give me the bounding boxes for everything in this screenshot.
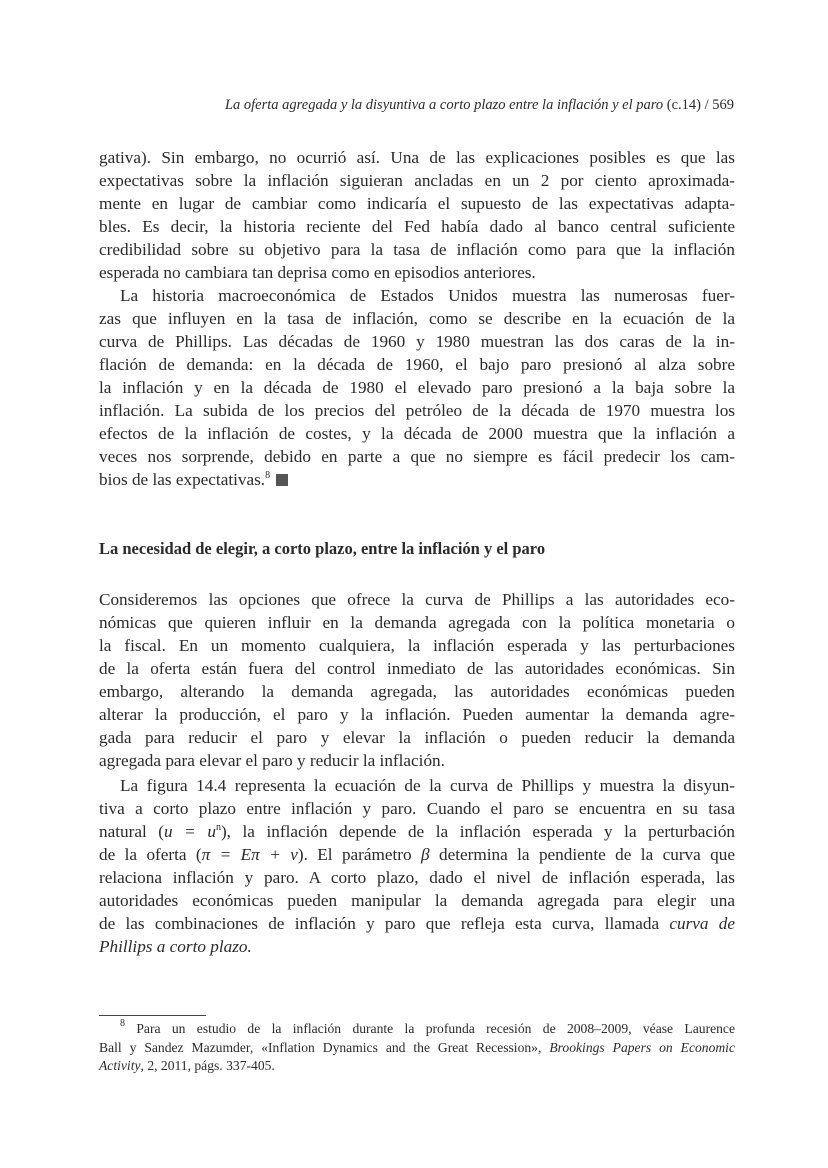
text-segment: de las combinaciones de inflación y paro que refleja esta curva, llamada bbox=[99, 914, 670, 933]
text-line: agregada para elevar el paro y reducir la inflación. bbox=[99, 751, 445, 770]
text-line bbox=[99, 843, 735, 866]
text-line: tiva a corto plazo entre inflación y paro. Cuando el paro se encuentra en su tasa bbox=[99, 799, 735, 818]
text-segment: ). El parámetro bbox=[297, 845, 422, 864]
text-segment: Activity bbox=[99, 1058, 141, 1073]
text-line: La figura 14.4 representa la ecuación de la curva de Phillips y muestra la disyun- bbox=[120, 776, 735, 795]
text-line: esperada no cambiara tan deprisa como en episodios anteriores. bbox=[99, 263, 536, 282]
text-line: embargo, alterando la demanda agregada, las autoridades económicas pueden bbox=[99, 682, 735, 701]
text-segment: Para un estudio de la inflación durante la profunda recesión de 2008–2009, véase Laurence bbox=[125, 1021, 735, 1036]
text-segment: bios de las expectativas. bbox=[99, 470, 266, 489]
running-header bbox=[225, 97, 734, 114]
superscript: n bbox=[215, 822, 221, 833]
text-line: alterar la producción, el paro y la inflación. Pueden aumentar la demanda agre- bbox=[99, 705, 735, 724]
paragraph-2 bbox=[99, 284, 735, 491]
text-line: expectativas sobre la inflación siguieran ancladas en un 2 por ciento aproximada- bbox=[99, 171, 735, 190]
text-segment: determina la pendiente de la curva que bbox=[429, 845, 735, 864]
section-heading: La necesidad de elegir, a corto plazo, entre la inflación y el paro bbox=[99, 539, 546, 558]
text-line: la inflación y en la década de 1980 el elevado paro presionó a la baja sobre la bbox=[99, 378, 735, 397]
text-line: de la oferta están fuera del control inmediato de las autoridades económicas. Sin bbox=[99, 659, 735, 678]
text-line: nómicas que quieren influir en la demanda agregada con la política monetaria o bbox=[99, 613, 735, 632]
text-line bbox=[99, 1057, 735, 1076]
text-line: gativa). Sin embargo, no ocurrió así. Una de las explicaciones posibles es que las bbox=[99, 148, 735, 167]
paragraph-3 bbox=[99, 588, 735, 772]
text-line bbox=[99, 820, 735, 843]
text-line: veces nos sorprende, debido en parte a que no siempre es fácil predecir los cam- bbox=[99, 447, 735, 466]
text-line: La historia macroeconómica de Estados Unidos muestra las numerosas fuer- bbox=[120, 286, 735, 305]
text-line bbox=[99, 1020, 735, 1039]
footnote-divider bbox=[99, 1015, 206, 1016]
text-line: relaciona inflación y paro. A corto plazo, dado el nivel de inflación esperada, las bbox=[99, 868, 735, 887]
text-line: bles. Es decir, la historia reciente del Fed había dado al banco central suficiente bbox=[99, 217, 735, 236]
end-of-section-square-icon bbox=[276, 474, 288, 486]
text-segment: natural ( bbox=[99, 822, 165, 841]
running-header-title: La oferta agregada y la disyuntiva a corto plazo entre la inflación y el paro bbox=[224, 97, 664, 113]
text-line bbox=[99, 912, 735, 935]
text-line: credibilidad sobre su objetivo para la tasa de inflación como para que la inflación bbox=[99, 240, 735, 259]
text-line: zas que influyen en la tasa de inflación, como se describe en la ecuación de la bbox=[99, 309, 735, 328]
paragraph-4 bbox=[99, 774, 735, 958]
text-segment: Brookings Papers on Economic bbox=[549, 1039, 735, 1055]
text-line: gada para reducir el paro y elevar la inflación o pueden reducir la demanda bbox=[99, 728, 735, 747]
superscript: 8 bbox=[120, 1018, 125, 1029]
superscript: 8 bbox=[265, 470, 271, 481]
text-line: inflación. La subida de los precios del petróleo de la década de 1970 muestra los bbox=[99, 401, 735, 420]
text-segment: ), la inflación depende de la inflación esperada y la perturbación bbox=[220, 822, 736, 841]
text-line: la fiscal. En un momento cualquiera, la inflación esperada y las perturbaciones bbox=[99, 636, 735, 655]
text-line: efectos de la inflación de costes, y la década de 2000 muestra que la inflación a bbox=[99, 424, 735, 443]
text-segment: de la oferta ( bbox=[99, 845, 202, 864]
text-line: mente en lugar de cambiar como indicaría el supuesto de las expectativas adapta- bbox=[99, 194, 735, 213]
footnote bbox=[99, 1020, 735, 1076]
text-segment: u = u bbox=[164, 822, 216, 841]
page-number: / 569 bbox=[704, 97, 734, 113]
paragraph-1 bbox=[99, 146, 735, 284]
text-line: Consideremos las opciones que ofrece la curva de Phillips a las autoridades eco- bbox=[99, 590, 735, 609]
text-segment: π = Eπ + v bbox=[201, 845, 298, 864]
text-segment: Ball y Sandez Mazumder, «Inflation Dynamics and the Great Recession», bbox=[99, 1039, 550, 1055]
text-line: flación de demanda: en la década de 1960, el bajo paro presionó al alza sobre bbox=[99, 355, 735, 374]
text-line: curva de Phillips. Las décadas de 1960 y 1980 muestran las dos caras de la in- bbox=[99, 332, 735, 351]
text-line: autoridades económicas pueden manipular la demanda agregada para elegir una bbox=[99, 891, 735, 910]
text-segment: β bbox=[421, 845, 430, 864]
text-segment: curva de bbox=[669, 914, 736, 933]
text-segment: Phillips a corto plazo. bbox=[99, 937, 252, 956]
text-segment: , 2, 2011, págs. 337-405. bbox=[140, 1058, 275, 1073]
text-line bbox=[99, 468, 735, 491]
text-line bbox=[99, 1039, 735, 1058]
running-header-chapter: (c.14) bbox=[666, 97, 701, 113]
text-line bbox=[99, 935, 735, 958]
